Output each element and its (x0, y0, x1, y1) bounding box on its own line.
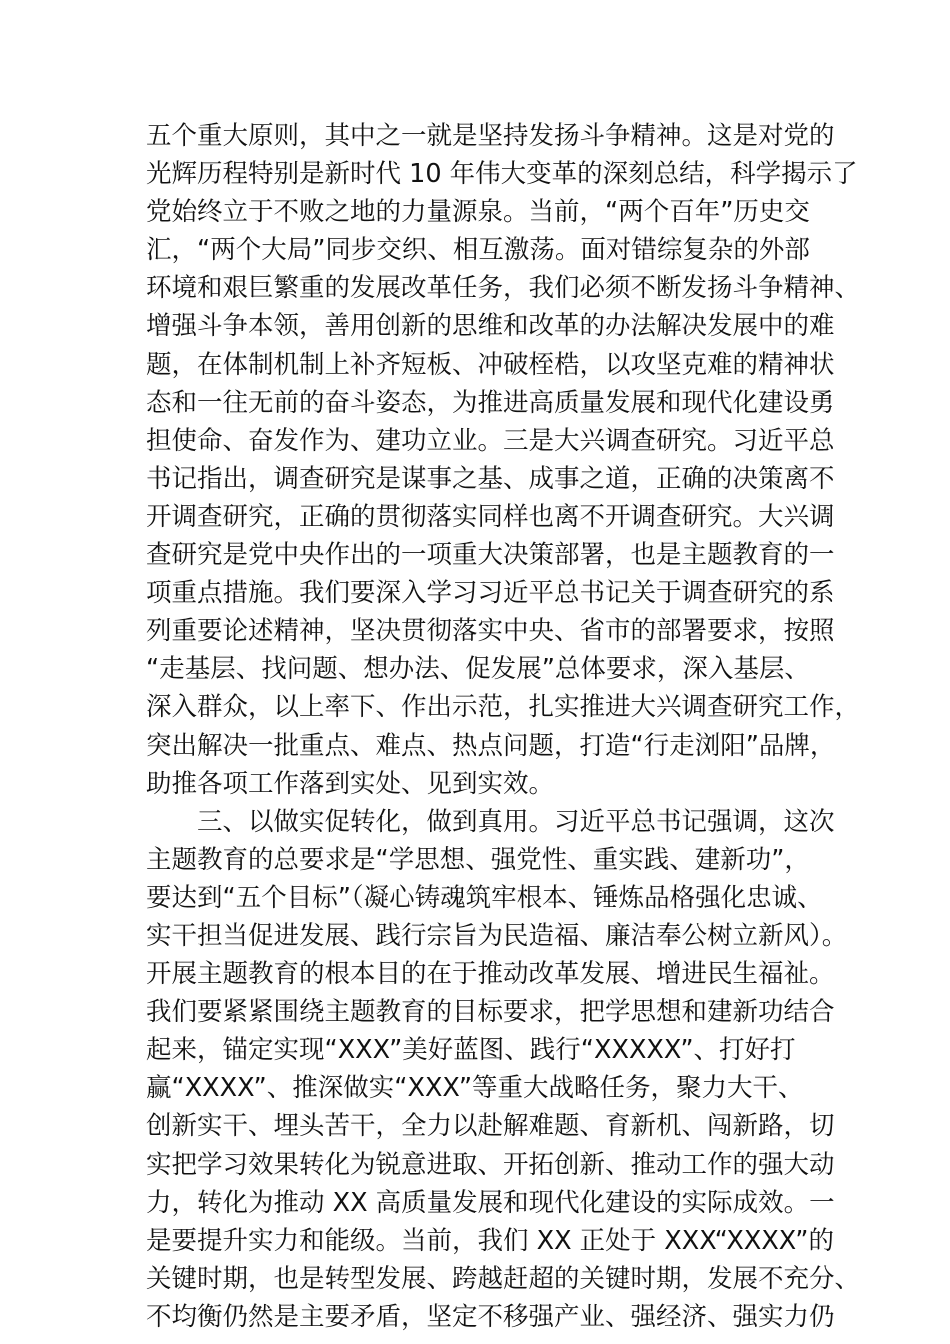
text-line: 主题教育的总要求是“学思想、强党性、重实践、建新功”， (146, 844, 810, 875)
text-line: 实把学习效果转化为锐意进取、开拓创新、推动工作的强大动 (146, 1149, 835, 1180)
text-line: 要达到“五个目标”（凝心铸魂筑牢根本、锤炼品格强化忠诚、 (146, 882, 823, 913)
text-line: 突出解决一批重点、难点、热点问题，打造“行走浏阳”品牌， (146, 730, 836, 761)
text-line: 态和一往无前的奋斗姿态，为推进高质量发展和现代化建设勇 (146, 387, 835, 418)
text-line: 题，在体制机制上补齐短板、冲破桎梏，以攻坚克难的精神状 (146, 349, 835, 380)
text-line: 助推各项工作落到实处、见到实效。 (146, 768, 555, 799)
text-line: 担使命、奋发作为、建功立业。三是大兴调查研究。习近平总 (146, 425, 835, 456)
text-line: 关键时期，也是转型发展、跨越赶超的关键时期，发展不充分、 (146, 1263, 861, 1294)
text-line: 查研究是党中央作出的一项重大决策部署，也是主题教育的一 (146, 540, 835, 571)
text-line: 书记指出，调查研究是谋事之基、成事之道，正确的决策离不 (146, 463, 835, 494)
text-line: 力，转化为推动 XX 高质量发展和现代化建设的实际成效。一 (146, 1187, 835, 1218)
text-line: 光辉历程特别是新时代 10 年伟大变革的深刻总结，科学揭示了 (146, 159, 858, 190)
text-line: 党始终立于不败之地的力量源泉。当前，“两个百年”历史交 (146, 197, 810, 228)
text-line: 列重要论述精神，坚决贯彻落实中央、省市的部署要求，按照 (146, 616, 835, 647)
text-line: “走基层、找问题、想办法、促发展”总体要求，深入基层、 (146, 654, 810, 685)
text-line: 环境和艰巨繁重的发展改革任务，我们必须不断发扬斗争精神、 (146, 273, 861, 304)
text-line: 赢“XXXX”、推深做实“XXX”等重大战略任务，聚力大干、 (146, 1073, 804, 1104)
text-line: 汇，“两个大局”同步交织、相互激荡。面对错综复杂的外部 (146, 235, 810, 266)
text-line: 开调查研究，正确的贯彻落实同样也离不开调查研究。大兴调 (146, 501, 835, 532)
text-line: 增强斗争本领，善用创新的思维和改革的办法解决发展中的难 (146, 311, 835, 342)
text-line: 创新实干、埋头苦干，全力以赴解难题、育新机、闯新路，切 (146, 1111, 835, 1142)
text-line: 五个重大原则，其中之一就是坚持发扬斗争精神。这是对党的 (146, 121, 835, 151)
paragraph (146, 117, 861, 803)
text-line: 深入群众，以上率下、作出示范，扎实推进大兴调查研究工作， (146, 692, 861, 723)
paragraph (146, 803, 861, 1336)
text-line: 起来，锚定实现“XXX”美好蓝图、践行“XXXXX”、打好打 (146, 1035, 796, 1066)
text-line: 是要提升实力和能级。当前，我们 XX 正处于 XXX“XXXX”的 (146, 1225, 834, 1256)
text-line-indented: 三、以做实促转化，做到真用。习近平总书记强调，这次 (197, 806, 835, 837)
text-line: 项重点措施。我们要深入学习习近平总书记关于调查研究的系 (146, 578, 835, 609)
document-page (146, 117, 861, 1336)
text-line: 开展主题教育的根本目的在于推动改革发展、增进民生福祉。 (146, 959, 835, 990)
text-line: 不均衡仍然是主要矛盾，坚定不移强产业、强经济、强实力仍 (146, 1301, 835, 1332)
text-line: 实干担当促进发展、践行宗旨为民造福、廉洁奉公树立新风）。 (146, 920, 848, 951)
text-line: 我们要紧紧围绕主题教育的目标要求，把学思想和建新功结合 (146, 997, 835, 1028)
